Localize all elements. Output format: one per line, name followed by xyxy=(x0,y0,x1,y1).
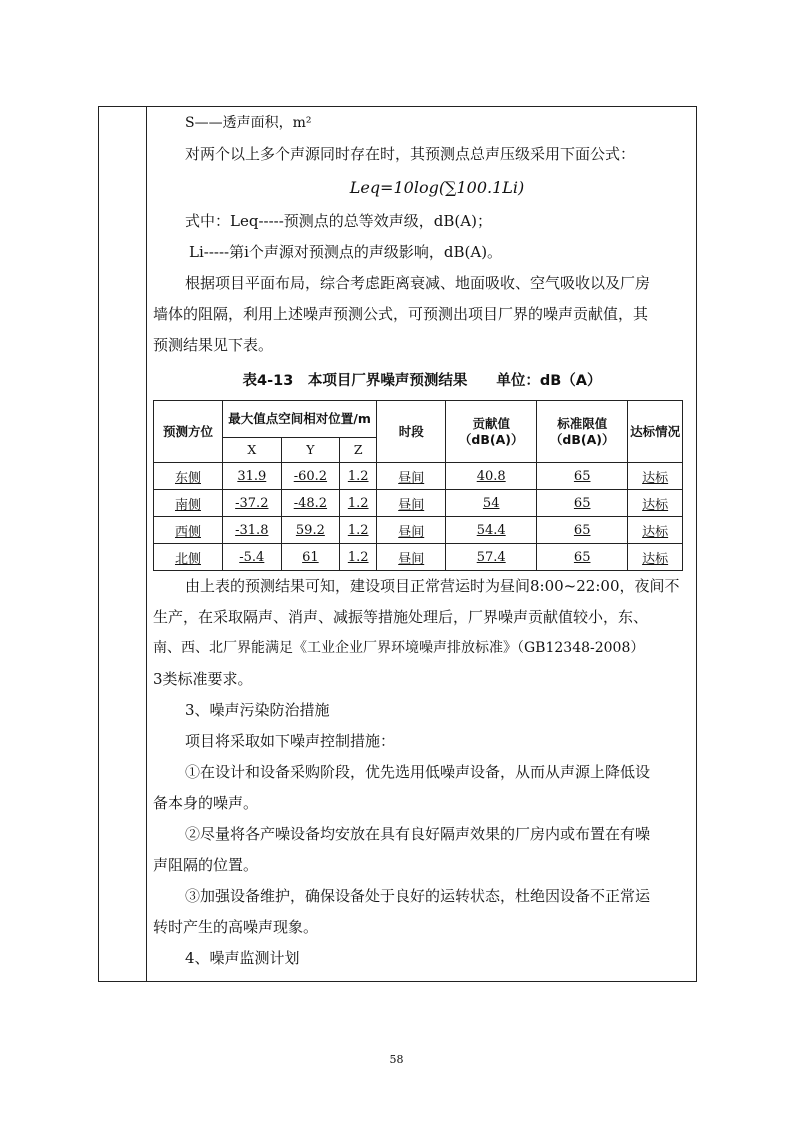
left-column-divider xyxy=(146,106,147,982)
leq-definition: 式中：Leq-----预测点的总等效声级，dB(A)； xyxy=(185,212,492,230)
table-row xyxy=(154,517,683,544)
measure-3-line1: ③加强设备维护，确保设备处于良好的运转状态，杜绝因设备不正常运 xyxy=(185,887,651,905)
header-z: Z xyxy=(340,438,377,463)
table-row xyxy=(154,544,683,571)
cell-z: 1.2 xyxy=(347,495,369,511)
header-contribution: 贡献值（dB(A)） xyxy=(446,401,537,463)
result-line1: 由上表的预测结果可知，建设项目正常营运时为昼间8:00~22:00，夜间不 xyxy=(185,577,680,595)
cell-value: 57.4 xyxy=(476,549,506,565)
header-status: 达标情况 xyxy=(628,401,683,463)
content-area xyxy=(153,108,691,974)
cell-dir: 北侧 xyxy=(174,551,201,567)
cell-period: 昼间 xyxy=(398,524,425,540)
measures-intro: 项目将采取如下噪声控制措施： xyxy=(185,732,396,750)
noise-prediction-table xyxy=(153,400,683,571)
cell-y: -60.2 xyxy=(293,468,328,484)
section-3-heading: 3、噪声污染防治措施 xyxy=(185,701,330,719)
section-4-heading: 4、噪声监测计划 xyxy=(185,949,300,967)
cell-status: 达标 xyxy=(642,551,669,567)
result-line3: 南、西、北厂界能满足《工业企业厂界环境噪声排放标准》（GB12348-2008） xyxy=(153,640,645,656)
cell-y: -48.2 xyxy=(293,495,328,511)
table-row xyxy=(154,463,683,490)
measure-1-line1: ①在设计和设备采购阶段，优先选用低噪声设备，从而从声源上降低设 xyxy=(185,763,651,781)
measure-3-line2: 转时产生的高噪声现象。 xyxy=(153,918,319,936)
result-line2: 生产，在采取隔声、消声、减振等措施处理后，厂界噪声贡献值较小，东、 xyxy=(153,608,649,626)
cell-period: 昼间 xyxy=(398,470,425,486)
table-row xyxy=(154,490,683,517)
cell-status: 达标 xyxy=(642,470,669,486)
table-caption: 表4-13 本项目厂界噪声预测结果 单位：dB（A） xyxy=(242,373,602,389)
cell-value: 54.4 xyxy=(476,522,506,538)
cell-x: -5.4 xyxy=(239,549,265,565)
measure-2-line2: 声阻隔的位置。 xyxy=(153,856,259,874)
header-y: Y xyxy=(281,438,340,463)
cell-value: 40.8 xyxy=(476,468,506,484)
cell-limit: 65 xyxy=(573,522,591,538)
header-maxpoint: 最大值点空间相对位置/m xyxy=(223,401,377,438)
cell-x: -37.2 xyxy=(235,495,269,511)
header-standard: 标准限值（dB(A)） xyxy=(537,401,628,463)
para1-line1: 根据项目平面布局，综合考虑距离衰减、地面吸收、空气吸收以及厂房 xyxy=(185,274,651,292)
cell-z: 1.2 xyxy=(347,468,369,484)
cell-value: 54 xyxy=(482,495,500,511)
cell-status: 达标 xyxy=(642,524,669,540)
cell-limit: 65 xyxy=(573,495,591,511)
result-line4: 3类标准要求。 xyxy=(153,670,253,688)
measure-1-line2: 备本身的噪声。 xyxy=(153,794,259,812)
page-number: 58 xyxy=(389,1053,404,1066)
li-definition: Li-----第i个声源对预测点的声级影响，dB(A)。 xyxy=(189,243,503,261)
total-intro: 对两个以上多个声源同时存在时，其预测点总声压级采用下面公式： xyxy=(185,145,636,163)
cell-limit: 65 xyxy=(573,468,591,484)
cell-z: 1.2 xyxy=(347,549,369,565)
cell-period: 昼间 xyxy=(398,497,425,513)
cell-dir: 西侧 xyxy=(174,524,201,540)
para1-line2: 墙体的阻隔，利用上述噪声预测公式，可预测出项目厂界的噪声贡献值，其 xyxy=(153,305,649,323)
cell-x: 31.9 xyxy=(237,468,267,484)
formula: Leq=10log(∑100.1Li) xyxy=(349,178,525,197)
cell-status: 达标 xyxy=(642,497,669,513)
para1-line3: 预测结果见下表。 xyxy=(153,336,274,354)
cell-y: 59.2 xyxy=(295,522,325,538)
cell-x: -31.8 xyxy=(235,522,269,538)
measure-2-line1: ②尽量将各产噪设备均安放在具有良好隔声效果的厂房内或布置在有噪 xyxy=(185,825,651,843)
cell-limit: 65 xyxy=(573,549,591,565)
cell-dir: 东侧 xyxy=(174,470,201,486)
s-definition: S——透声面积，m² xyxy=(185,115,312,131)
header-x: X xyxy=(223,438,282,463)
header-direction: 预测方位 xyxy=(154,401,223,463)
cell-dir: 南侧 xyxy=(174,497,201,513)
header-period: 时段 xyxy=(377,401,446,463)
cell-period: 昼间 xyxy=(398,551,425,567)
cell-z: 1.2 xyxy=(347,522,369,538)
cell-y: 61 xyxy=(302,549,319,565)
